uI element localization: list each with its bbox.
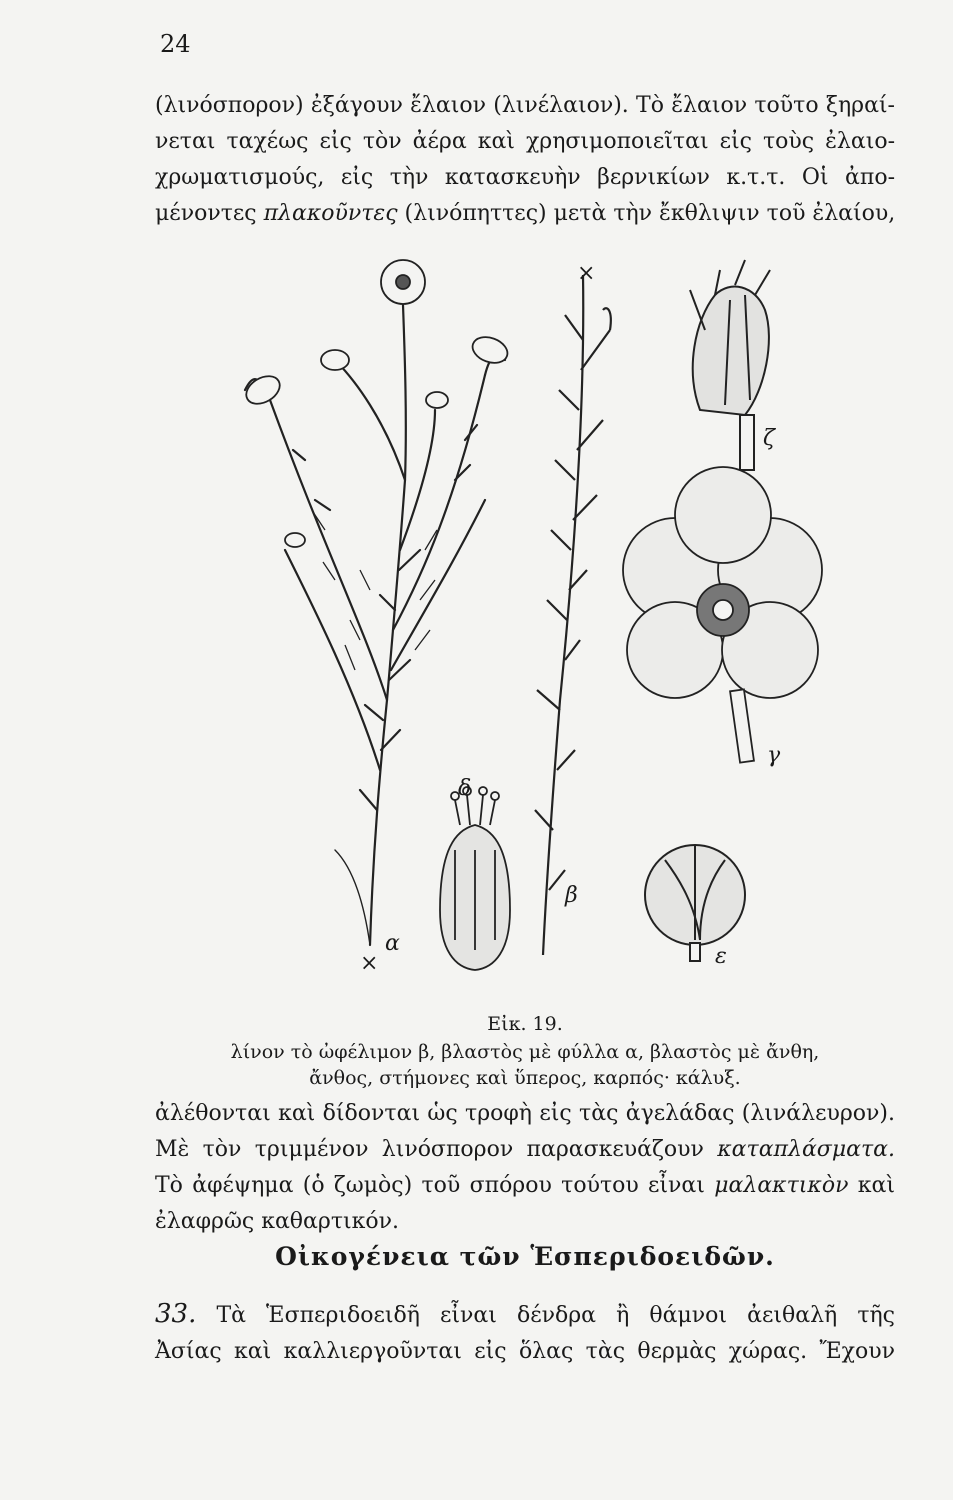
paragraph-1-line-2: νεται ταχέως εἰς τὸν ἀέρα καὶ χρησιμοποιεῖται εἰς τοὺς ἐλαιο- — [155, 129, 895, 154]
label-x-bottom: × — [360, 951, 379, 976]
label-alpha: α — [385, 931, 400, 956]
paragraph-3-line-2: Ἀσίας καὶ καλλιεργοῦνται εἰς ὅλας τὰς θερμὰς χώρας. Ἔχουν — [155, 1339, 895, 1364]
paragraph-2-line-2 — [155, 1132, 895, 1168]
label-delta: δ — [458, 776, 472, 801]
malaktikon-term: μαλακτικὸν — [714, 1173, 849, 1198]
section-heading: Οἰκογένεια τῶν Ἑσπεριδοειδῶν. — [275, 1242, 775, 1271]
paragraph-2-line-3-text-b: καὶ — [848, 1173, 895, 1198]
kataplasmata-term: καταπλάσματα. — [717, 1137, 895, 1162]
paragraph-2-line-1: ἀλέθονται καὶ δίδονται ὡς τροφὴ εἰς τὰς ἀγελάδας (λινάλευρον). — [155, 1101, 895, 1126]
pistil-stamens-delta — [440, 787, 510, 970]
paragraph-1-line-4 — [155, 196, 895, 232]
label-gamma: γ — [767, 743, 781, 768]
paragraph-3-line-1 — [155, 1296, 895, 1334]
paragraph-1-line-4-text-b: (λινόπηττες) μετὰ τὴν ἔκθλιψιν τοῦ ἐλαίου, — [397, 201, 896, 226]
label-epsilon: ε — [715, 944, 727, 969]
plakountes-term: πλακοῦντες — [263, 201, 398, 226]
flower-heads — [241, 260, 511, 547]
flax-plant-illustration — [155, 250, 895, 1010]
page-number: 24 — [160, 30, 191, 58]
paragraph-1-line-4-text-a: μένοντες — [155, 201, 264, 226]
capsule-epsilon — [645, 845, 745, 961]
figure-caption-line-1: λίνον τὸ ὠφέλιμον β, βλαστὸς μὲ φύλλα α, βλαστὸς μὲ ἄνθη, — [230, 1041, 820, 1063]
paragraph-2 — [155, 1096, 895, 1240]
paragraph-2-line-3 — [155, 1168, 895, 1204]
paragraph-2-line-3-text-a: Τὸ ἀφέψημα (ὁ ζωμὸς) τοῦ σπόρου τούτου εἶναι — [155, 1173, 715, 1198]
flax-illustration-svg — [155, 250, 895, 1010]
figure-caption-title: Εἰκ. 19. — [487, 1013, 563, 1035]
paragraph-1 — [155, 88, 895, 232]
paragraph-2-line-2-text: Μὲ τὸν τριμμένον λινόσπορον παρασκευάζουν — [155, 1137, 718, 1162]
label-beta: β — [565, 883, 578, 908]
paragraph-1-line-3: χρωματισμούς, εἰς τὴν κατασκευὴν βερνικίων κ.τ.τ. Οἱ ἀπο- — [155, 165, 895, 190]
paragraph-1-line-1: (λινόσπορον) ἐξάγουν ἔλαιον (λινέλαιον). Τὸ ἔλαιον τοῦτο ξηραί- — [155, 93, 895, 118]
figure-caption-line-2: ἄνθος, στήμονες καὶ ὕπερος, καρπός· κάλυξ. — [309, 1067, 741, 1089]
paragraph-number: 33. — [155, 1299, 197, 1329]
label-zeta: ζ — [763, 426, 775, 451]
paragraph-3 — [155, 1296, 895, 1370]
label-x-top: × — [577, 261, 596, 286]
paragraph-3-line-1-text: Τὰ Ἑσπεριδοειδῆ εἶναι δένδρα ἢ θάμνοι ἀειθαλῆ τῆς — [196, 1303, 895, 1328]
calyx-zeta — [690, 260, 770, 470]
flower-gamma — [623, 467, 822, 763]
leafy-shoot-beta — [535, 275, 611, 955]
paragraph-2-line-4: ἐλαφρῶς καθαρτικόν. — [155, 1209, 399, 1234]
